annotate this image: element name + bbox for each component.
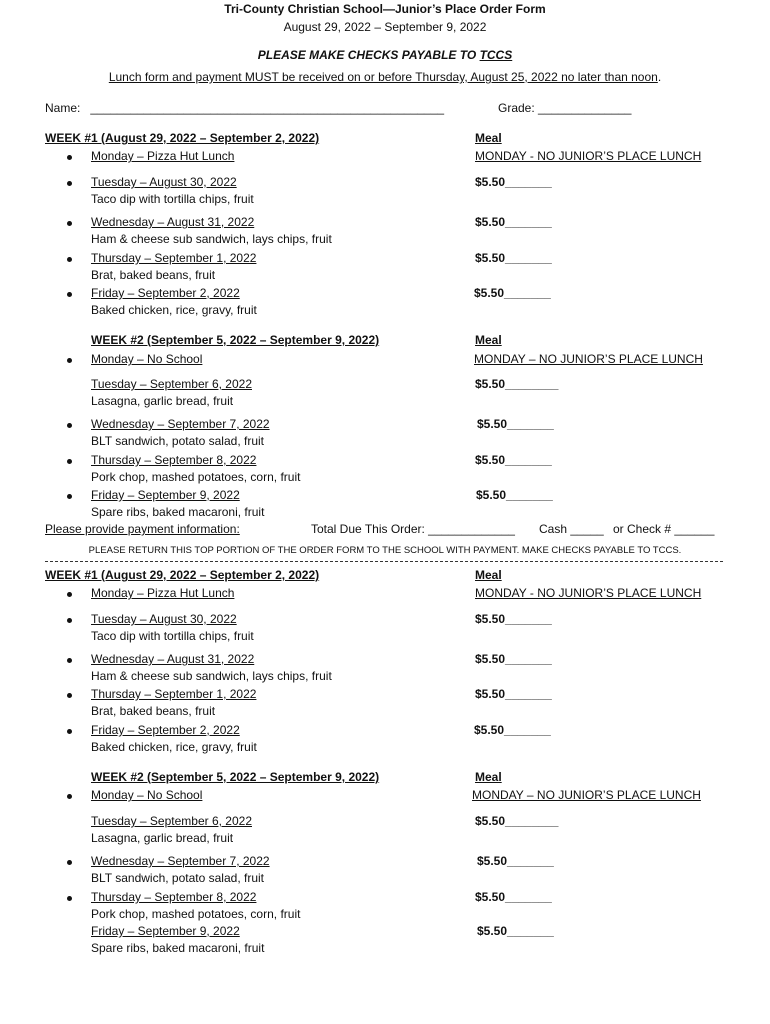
day-label: Friday – September 2, 2022	[91, 723, 240, 737]
bullet	[67, 860, 72, 865]
price: $5.50	[474, 723, 505, 737]
menu-text: Baked chicken, rice, gravy, fruit	[91, 303, 257, 317]
cash-field[interactable]: Cash _____	[539, 522, 604, 536]
price-field[interactable]	[475, 814, 558, 829]
menu-text: Lasagna, garlic bread, fruit	[91, 831, 234, 845]
quantity-blank[interactable]: _______	[505, 890, 552, 904]
day-label: Friday – September 9, 2022	[91, 924, 240, 938]
price: $5.50	[475, 377, 506, 391]
price: $5.50	[477, 417, 508, 431]
week2-monday: Monday – No School	[91, 352, 203, 366]
price-field[interactable]	[477, 924, 554, 939]
price-field[interactable]	[475, 377, 558, 392]
bullet	[67, 459, 72, 464]
bullet	[67, 292, 72, 297]
meal-header: Meal	[475, 568, 502, 582]
day-label: Friday – September 2, 2022	[91, 286, 240, 300]
no-lunch-note: MONDAY – NO JUNIOR’S PLACE LUNCH	[474, 352, 703, 366]
price-field[interactable]	[475, 687, 552, 702]
meal-header: Meal	[475, 131, 502, 145]
week1-heading: WEEK #1 (August 29, 2022 – September 2, 2022)	[45, 131, 320, 145]
bullet	[67, 729, 72, 734]
price: $5.50	[475, 814, 506, 828]
grade-field[interactable]	[498, 101, 631, 116]
day-label: Wednesday – August 31, 2022	[91, 652, 255, 666]
meal-header: Meal	[475, 770, 502, 784]
price-field[interactable]	[477, 417, 554, 432]
quantity-blank[interactable]: _______	[505, 453, 552, 467]
price-field[interactable]	[477, 854, 554, 869]
quantity-blank[interactable]: _______	[505, 652, 552, 666]
deadline-end: .	[657, 70, 662, 84]
payment-label: Please provide payment information:	[45, 522, 240, 536]
form-title: Tri-County Christian School—Junior’s Place Order Form	[224, 2, 546, 16]
week2-monday: Monday – No School	[91, 788, 203, 802]
menu-text: Spare ribs, baked macaroni, fruit	[91, 941, 265, 955]
bullet	[67, 358, 72, 363]
quantity-blank[interactable]: _______	[505, 251, 552, 265]
menu-text: Ham & cheese sub sandwich, lays chips, fruit	[91, 232, 332, 246]
menu-text: Lasagna, garlic bread, fruit	[91, 394, 234, 408]
quantity-blank[interactable]: ________	[505, 377, 559, 391]
day-label: Tuesday – August 30, 2022	[91, 612, 237, 626]
return-note: PLEASE RETURN THIS TOP PORTION OF THE ORDER FORM TO THE SCHOOL WITH PAYMENT. MAKE CHECKS PAYABLE TO TCCS.	[88, 545, 682, 556]
name-field[interactable]	[45, 101, 444, 116]
day-label: Tuesday – September 6, 2022	[91, 814, 252, 828]
week2-heading: WEEK #2 (September 5, 2022 – September 9, 2022)	[91, 333, 380, 347]
grade-label: Grade:	[498, 101, 535, 115]
bullet	[67, 658, 72, 663]
price: $5.50	[475, 612, 506, 626]
day-label: Friday – September 9, 2022	[91, 488, 240, 502]
price-field[interactable]	[475, 890, 552, 905]
price: $5.50	[476, 488, 507, 502]
day-label: Tuesday – September 6, 2022	[91, 377, 252, 391]
quantity-blank[interactable]: _______	[507, 417, 554, 431]
quantity-blank[interactable]: _______	[505, 612, 552, 626]
checks-payable-note	[0, 48, 770, 63]
bullet	[67, 592, 72, 597]
price: $5.50	[477, 854, 508, 868]
week1-monday: Monday – Pizza Hut Lunch	[91, 586, 235, 600]
price: $5.50	[475, 453, 506, 467]
week1-monday: Monday – Pizza Hut Lunch	[91, 149, 235, 163]
week1-heading: WEEK #1 (August 29, 2022 – September 2, 2022)	[45, 568, 320, 582]
bullet	[67, 896, 72, 901]
quantity-blank[interactable]: _______	[504, 723, 551, 737]
menu-text: Pork chop, mashed potatoes, corn, fruit	[91, 907, 301, 921]
menu-text: Baked chicken, rice, gravy, fruit	[91, 740, 257, 754]
price-field[interactable]	[474, 723, 551, 738]
price: $5.50	[475, 215, 506, 229]
no-lunch-note: MONDAY – NO JUNIOR’S PLACE LUNCH	[472, 788, 701, 802]
menu-text: Taco dip with tortilla chips, fruit	[91, 192, 254, 206]
name-blank[interactable]: _____________________________________________________	[90, 101, 445, 115]
bullet	[67, 494, 72, 499]
menu-text: BLT sandwich, potato salad, fruit	[91, 434, 264, 448]
menu-text: Pork chop, mashed potatoes, corn, fruit	[91, 470, 301, 484]
day-label: Thursday – September 1, 2022	[91, 251, 257, 265]
menu-text: Brat, baked beans, fruit	[91, 268, 216, 282]
cut-line-divider	[45, 561, 723, 562]
menu-text: Ham & cheese sub sandwich, lays chips, fruit	[91, 669, 332, 683]
meal-header: Meal	[475, 333, 502, 347]
price-field[interactable]	[475, 175, 552, 190]
day-label: Thursday – September 8, 2022	[91, 453, 257, 467]
price-field[interactable]	[475, 453, 552, 468]
menu-text: Spare ribs, baked macaroni, fruit	[91, 505, 265, 519]
bullet	[67, 794, 72, 799]
bullet	[67, 257, 72, 262]
day-label: Wednesday – September 7, 2022	[91, 854, 270, 868]
week2-heading: WEEK #2 (September 5, 2022 – September 9, 2022)	[91, 770, 380, 784]
price-field[interactable]	[476, 488, 553, 503]
price-field[interactable]	[474, 286, 551, 301]
quantity-blank[interactable]: _______	[505, 175, 552, 189]
bullet	[67, 693, 72, 698]
day-label: Wednesday – August 31, 2022	[91, 215, 255, 229]
quantity-blank[interactable]: _______	[506, 488, 553, 502]
price: $5.50	[475, 687, 506, 701]
price-field[interactable]	[475, 612, 552, 627]
quantity-blank[interactable]: _______	[505, 215, 552, 229]
bullet	[67, 155, 72, 160]
price: $5.50	[475, 175, 506, 189]
quantity-blank[interactable]: _______	[504, 286, 551, 300]
price: $5.50	[475, 652, 506, 666]
deadline-note	[0, 70, 770, 85]
day-label: Wednesday – September 7, 2022	[91, 417, 270, 431]
checks-prefix: PLEASE MAKE CHECKS PAYABLE TO	[257, 48, 480, 62]
checks-payee: TCCS	[479, 48, 513, 62]
check-field[interactable]: or Check # ______	[613, 522, 715, 536]
menu-text: Taco dip with tortilla chips, fruit	[91, 629, 254, 643]
price: $5.50	[477, 924, 508, 938]
day-label: Thursday – September 8, 2022	[91, 890, 257, 904]
form-dates: August 29, 2022 – September 9, 2022	[283, 20, 487, 34]
price: $5.50	[475, 251, 506, 265]
no-lunch-note: MONDAY - NO JUNIOR’S PLACE LUNCH	[475, 149, 702, 163]
menu-text: Brat, baked beans, fruit	[91, 704, 216, 718]
quantity-blank[interactable]: _______	[505, 687, 552, 701]
name-label: Name:	[45, 101, 81, 115]
deadline-text: Lunch form and payment MUST be received on or before Thursday, August 25, 2022 no later than noon	[108, 70, 658, 84]
bullet	[67, 423, 72, 428]
total-due-field[interactable]: Total Due This Order: _____________	[311, 522, 515, 536]
menu-text: BLT sandwich, potato salad, fruit	[91, 871, 264, 885]
price: $5.50	[474, 286, 505, 300]
quantity-blank[interactable]: _______	[507, 924, 554, 938]
quantity-blank[interactable]: _______	[507, 854, 554, 868]
price: $5.50	[475, 890, 506, 904]
price-field[interactable]	[475, 215, 552, 230]
price-field[interactable]	[475, 251, 552, 266]
grade-blank[interactable]: ______________	[538, 101, 632, 115]
price-field[interactable]	[475, 652, 552, 667]
bullet	[67, 618, 72, 623]
quantity-blank[interactable]: ________	[505, 814, 559, 828]
bullet	[67, 181, 72, 186]
bullet	[67, 221, 72, 226]
day-label: Thursday – September 1, 2022	[91, 687, 257, 701]
no-lunch-note: MONDAY - NO JUNIOR’S PLACE LUNCH	[475, 586, 702, 600]
day-label: Tuesday – August 30, 2022	[91, 175, 237, 189]
